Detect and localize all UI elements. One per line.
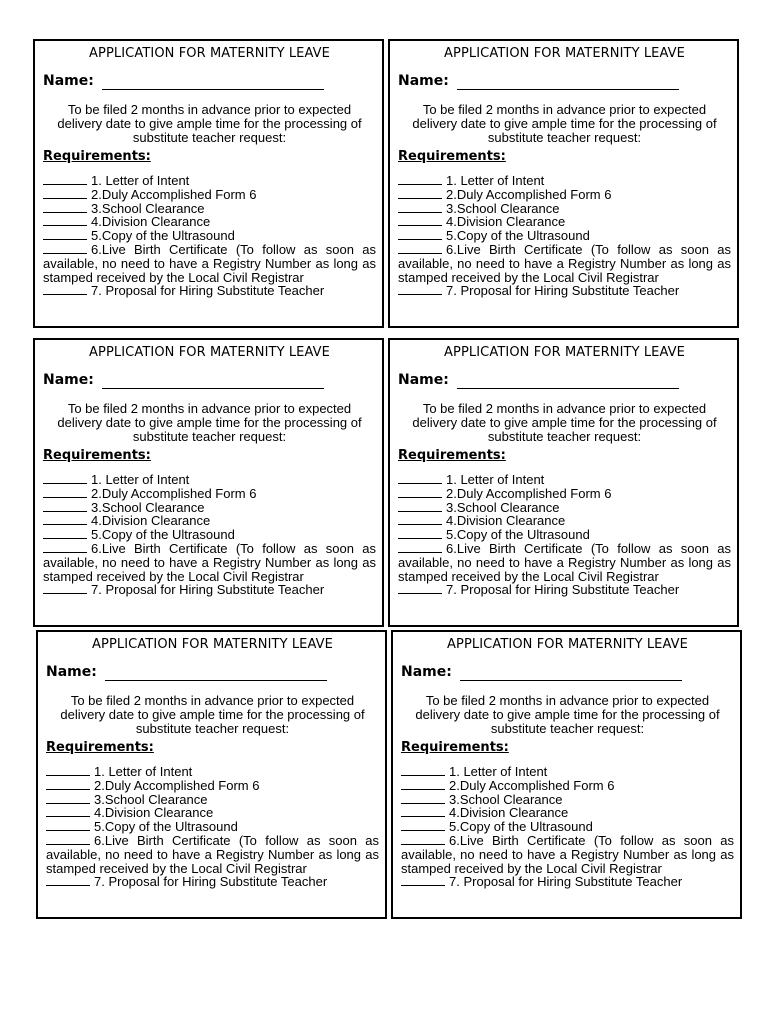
requirement-item: 6.Live Birth Certificate (To follow as soon as available, no need to have a Registry Number as long as stamped received by the Local Civil Registrar [43,540,376,584]
maternity-leave-form-card-4 [388,338,739,627]
form-title: APPLICATION FOR MATERNITY LEAVE [444,46,685,61]
requirement-item: 7. Proposal for Hiring Substitute Teacher [401,875,734,889]
name-row [43,371,376,389]
requirement-item: 4.Division Clearance [43,215,376,229]
checkbox-blank[interactable] [401,875,445,886]
name-field-line[interactable] [457,374,679,389]
checkbox-blank[interactable] [43,487,87,498]
requirements-heading: Requirements: [398,149,506,164]
filing-instructions: To be filed 2 months in advance prior to expected delivery date to give ample time for the processing of substitute teacher request: [412,401,717,444]
requirement-item: 2.Duly Accomplished Form 6 [401,779,734,793]
requirements-list [398,473,731,597]
checkbox-blank[interactable] [43,174,87,185]
form-title: APPLICATION FOR MATERNITY LEAVE [89,46,330,61]
checkbox-blank[interactable] [401,779,445,790]
requirement-item: 6.Live Birth Certificate (To follow as soon as available, no need to have a Registry Number as long as stamped received by the Local Civil Registrar [401,832,734,876]
requirement-item: 1. Letter of Intent [43,174,376,188]
name-row [401,663,734,681]
maternity-leave-form-card-3 [33,338,384,627]
checkbox-blank[interactable] [46,793,90,804]
requirement-item: 5.Copy of the Ultrasound [401,820,734,834]
requirements-heading: Requirements: [46,740,154,755]
checkbox-blank[interactable] [43,501,87,512]
requirement-item: 4.Division Clearance [398,514,731,528]
requirement-item: 4.Division Clearance [398,215,731,229]
requirement-item: 3.School Clearance [43,501,376,515]
checkbox-blank[interactable] [43,215,87,226]
name-field-line[interactable] [457,75,679,90]
requirement-item: 1. Letter of Intent [43,473,376,487]
requirement-item: 7. Proposal for Hiring Substitute Teacher [398,583,731,597]
requirements-heading: Requirements: [43,149,151,164]
requirement-item: 3.School Clearance [401,793,734,807]
checkbox-blank[interactable] [43,583,87,594]
requirement-item: 7. Proposal for Hiring Substitute Teacher [43,583,376,597]
checkbox-blank[interactable] [43,528,87,539]
requirement-item: 3.School Clearance [46,793,379,807]
checkbox-blank[interactable] [401,820,445,831]
requirement-item: 2.Duly Accomplished Form 6 [46,779,379,793]
checkbox-blank[interactable] [398,514,442,525]
requirement-item: 3.School Clearance [398,501,731,515]
name-row [398,371,731,389]
requirement-item: 5.Copy of the Ultrasound [43,528,376,542]
checkbox-blank[interactable] [401,793,445,804]
requirement-item: 3.School Clearance [398,202,731,216]
name-field-line[interactable] [105,666,327,681]
checkbox-blank[interactable] [398,215,442,226]
requirement-item: 2.Duly Accomplished Form 6 [398,188,731,202]
requirement-item: 1. Letter of Intent [398,473,731,487]
checkbox-blank[interactable] [401,806,445,817]
requirement-item: 5.Copy of the Ultrasound [46,820,379,834]
name-row [46,663,379,681]
checkbox-blank[interactable] [398,542,442,553]
requirement-item: 3.School Clearance [43,202,376,216]
form-title: APPLICATION FOR MATERNITY LEAVE [92,637,333,652]
name-label: Name: [398,372,449,388]
name-label: Name: [43,372,94,388]
requirement-item: 5.Copy of the Ultrasound [43,229,376,243]
checkbox-blank[interactable] [46,806,90,817]
requirement-item: 1. Letter of Intent [46,765,379,779]
requirement-item: 5.Copy of the Ultrasound [398,528,731,542]
requirement-item: 2.Duly Accomplished Form 6 [43,188,376,202]
requirements-heading: Requirements: [401,740,509,755]
requirement-item: 1. Letter of Intent [401,765,734,779]
name-row [398,72,731,90]
checkbox-blank[interactable] [46,765,90,776]
checkbox-blank[interactable] [401,765,445,776]
checkbox-blank[interactable] [398,501,442,512]
requirement-item: 5.Copy of the Ultrasound [398,229,731,243]
checkbox-blank[interactable] [398,202,442,213]
requirements-heading: Requirements: [43,448,151,463]
maternity-leave-form-card-2 [388,39,739,328]
checkbox-blank[interactable] [43,229,87,240]
maternity-leave-form-card-5 [36,630,387,919]
form-title: APPLICATION FOR MATERNITY LEAVE [444,345,685,360]
checkbox-blank[interactable] [43,284,87,295]
checkbox-blank[interactable] [398,188,442,199]
name-label: Name: [398,73,449,89]
checkbox-blank[interactable] [46,820,90,831]
form-title: APPLICATION FOR MATERNITY LEAVE [89,345,330,360]
form-title: APPLICATION FOR MATERNITY LEAVE [447,637,688,652]
checkbox-blank[interactable] [401,834,445,845]
requirement-item: 2.Duly Accomplished Form 6 [43,487,376,501]
requirements-list [401,765,734,889]
filing-instructions: To be filed 2 months in advance prior to expected delivery date to give ample time for the processing of substitute teacher request: [57,102,362,145]
name-field-line[interactable] [102,75,324,90]
requirement-item: 1. Letter of Intent [398,174,731,188]
name-field-line[interactable] [102,374,324,389]
filing-instructions: To be filed 2 months in advance prior to expected delivery date to give ample time for the processing of substitute teacher request: [60,693,365,736]
checkbox-blank[interactable] [46,834,90,845]
filing-instructions: To be filed 2 months in advance prior to expected delivery date to give ample time for the processing of substitute teacher request: [57,401,362,444]
name-label: Name: [401,664,452,680]
requirements-list [43,473,376,597]
checkbox-blank[interactable] [43,542,87,553]
requirements-heading: Requirements: [398,448,506,463]
requirement-item: 6.Live Birth Certificate (To follow as soon as available, no need to have a Registry Number as long as stamped received by the Local Civil Registrar [398,540,731,584]
checkbox-blank[interactable] [43,473,87,484]
checkbox-blank[interactable] [398,583,442,594]
requirement-item: 6.Live Birth Certificate (To follow as soon as available, no need to have a Registry Number as long as stamped received by the Local Civil Registrar [43,241,376,285]
checkbox-blank[interactable] [43,514,87,525]
requirement-item: 4.Division Clearance [401,806,734,820]
requirements-list [46,765,379,889]
name-field-line[interactable] [460,666,682,681]
requirement-item: 7. Proposal for Hiring Substitute Teacher [43,284,376,298]
checkbox-blank[interactable] [398,243,442,254]
checkbox-blank[interactable] [46,779,90,790]
requirements-list [398,174,731,298]
requirement-item: 7. Proposal for Hiring Substitute Teacher [398,284,731,298]
requirement-item: 7. Proposal for Hiring Substitute Teacher [46,875,379,889]
checkbox-blank[interactable] [398,284,442,295]
checkbox-blank[interactable] [46,875,90,886]
checkbox-blank[interactable] [43,243,87,254]
checkbox-blank[interactable] [398,528,442,539]
requirements-list [43,174,376,298]
name-row [43,72,376,90]
filing-instructions: To be filed 2 months in advance prior to expected delivery date to give ample time for the processing of substitute teacher request: [412,102,717,145]
checkbox-blank[interactable] [398,229,442,240]
checkbox-blank[interactable] [43,188,87,199]
requirement-item: 6.Live Birth Certificate (To follow as soon as available, no need to have a Registry Number as long as stamped received by the Local Civil Registrar [46,832,379,876]
checkbox-blank[interactable] [43,202,87,213]
requirement-item: 4.Division Clearance [46,806,379,820]
name-label: Name: [43,73,94,89]
requirement-item: 4.Division Clearance [43,514,376,528]
maternity-leave-form-card-1 [33,39,384,328]
requirement-item: 6.Live Birth Certificate (To follow as soon as available, no need to have a Registry Number as long as stamped received by the Local Civil Registrar [398,241,731,285]
filing-instructions: To be filed 2 months in advance prior to expected delivery date to give ample time for the processing of substitute teacher request: [415,693,720,736]
checkbox-blank[interactable] [398,487,442,498]
checkbox-blank[interactable] [398,174,442,185]
maternity-leave-form-card-6 [391,630,742,919]
checkbox-blank[interactable] [398,473,442,484]
requirement-item: 2.Duly Accomplished Form 6 [398,487,731,501]
name-label: Name: [46,664,97,680]
